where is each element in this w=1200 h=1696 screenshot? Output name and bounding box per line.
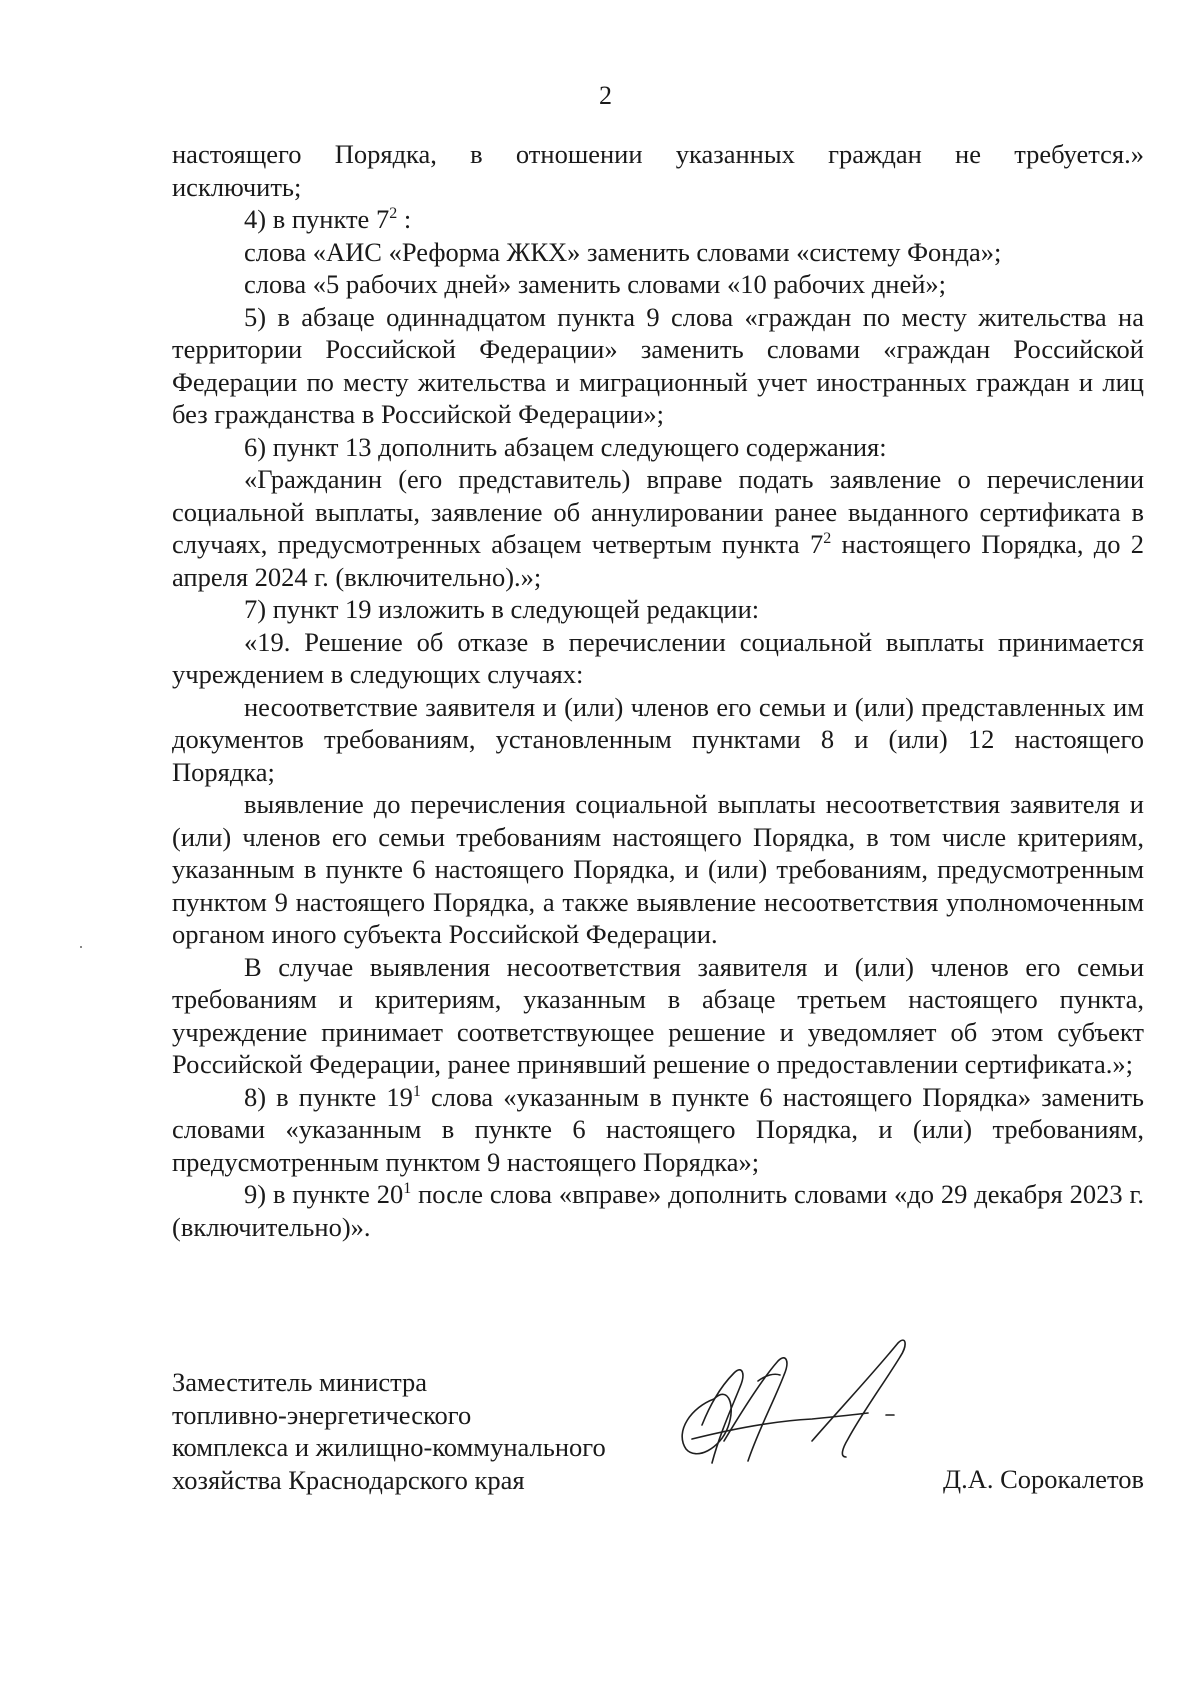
paragraph-text: 7) пункт 19 изложить в следующей редакции:: [244, 594, 760, 624]
paragraph-text: 4) в пункте 7: [244, 204, 390, 234]
paragraph-p11: [172, 951, 1144, 1081]
paragraph-text: :: [397, 204, 412, 234]
paragraph-text: слова «указанным в пункте 6 настоящего Порядка» заменить словами «указанным в пункте 6 настоящего Порядка, и (или) требованиям, предусмотренным пунктом 9 настоящего Порядка»;: [172, 1081, 1144, 1177]
paragraph-p7: [172, 593, 1144, 626]
signature-block: [172, 1366, 1144, 1556]
paragraph-text: 8) в пункте 19: [244, 1081, 413, 1112]
paragraph-p5: [172, 431, 1144, 464]
paragraph-text: исключить;: [172, 171, 302, 202]
paragraph-p9: [172, 691, 1144, 789]
paragraph-p6: [172, 463, 1144, 593]
superscript: 1: [412, 1082, 421, 1100]
paragraph-text: «Гражданин (его представитель) вправе подать заявление о перечислении социальной выплаты, заявление об аннулировании ранее выданного сертификата в случаях, предусмотренных абзацем четвертым пункта 7: [172, 464, 1144, 559]
paragraph-text: 9) в пункте 20: [244, 1179, 404, 1209]
signatory-position-line: комплекса и жилищно-коммунального: [172, 1432, 606, 1462]
handwritten-signature: [662, 1321, 932, 1471]
margin-mark: [80, 946, 82, 948]
paragraph-text: слова «АИС «Реформа ЖКХ» заменить словами «систему Фонда»;: [244, 236, 1002, 267]
paragraph-p1: [172, 203, 1144, 236]
paragraph-text: слова «5 рабочих дней» заменить словами «10 рабочих дней»;: [244, 269, 947, 299]
paragraph-p0b: [172, 171, 1144, 204]
paragraph-p13: [172, 1178, 1144, 1243]
signatory-name: Д.А. Сорокалетов: [943, 1464, 1144, 1494]
paragraph-p8: [172, 626, 1144, 691]
signatory-position: [172, 1366, 692, 1496]
signatory-position-line: топливно-энергетического: [172, 1399, 472, 1430]
paragraph-text: после слова «вправе» дополнить словами «до 29 декабря 2023 г. (включительно)».: [172, 1179, 1144, 1242]
paragraph-p2: [172, 236, 1144, 269]
paragraph-text: 6) пункт 13 дополнить абзацем следующего содержания:: [244, 431, 887, 462]
page-number: 2: [599, 81, 612, 110]
signatory-position-line: хозяйства Краснодарского края: [172, 1464, 525, 1495]
paragraph-p10: [172, 788, 1144, 951]
paragraph-p12: [172, 1081, 1144, 1179]
paragraph-text: «19. Решение об отказе в перечислении социальной выплаты принимается учреждением в следующих случаях:: [172, 626, 1144, 689]
superscript: 2: [823, 530, 832, 547]
paragraph-text: несоответствие заявителя и (или) членов его семьи и (или) представленных им документов требованиям, установленным пунктами 8 и (или) 12 настоящего Порядка;: [172, 691, 1144, 787]
document-body: [172, 138, 1144, 1243]
paragraph-p0: [172, 138, 1144, 171]
paragraph-text: настоящего Порядка, до 2 апреля 2024 г. (включительно).»;: [172, 529, 1145, 592]
paragraph-text: 5) в абзаце одиннадцатом пункта 9 слова «граждан по месту жительства на территории Российской Федерации» заменить словами «граждан Российской Федерации по месту жительства и миграционный учет иностранных граждан и лиц без гражданства в Российской Федерации»;: [172, 301, 1144, 429]
paragraph-text: выявление до перечисления социальной выплаты несоответствия заявителя и (или) членов его семьи требованиям настоящего Порядка, в том числе критериям, указанным в пункте 6 настоящего Порядка, и (или) требованиям, предусмотренным пунктом 9 настоящего Порядка, а также выявление несоответствия уполномоченным органом иного субъекта Российской Федерации.: [172, 789, 1144, 949]
signatory-position-line: Заместитель министра: [172, 1367, 428, 1397]
paragraph-text: В случае выявления несоответствия заявителя и (или) членов его семьи требованиям и критериям, указанным в абзаце третьем настоящего пункта, учреждение принимает соответствующее решение и уведомляет об этом субъект Российской Федерации, ранее принявший решение о предоставлении сертификата.»;: [172, 951, 1144, 1079]
paragraph-text: настоящего Порядка, в отношении указанных граждан не требуется.»: [172, 139, 1144, 169]
paragraph-p4: [172, 301, 1144, 431]
paragraph-p3: [172, 268, 1144, 301]
superscript: 2: [389, 205, 398, 222]
superscript: 1: [403, 1180, 412, 1197]
